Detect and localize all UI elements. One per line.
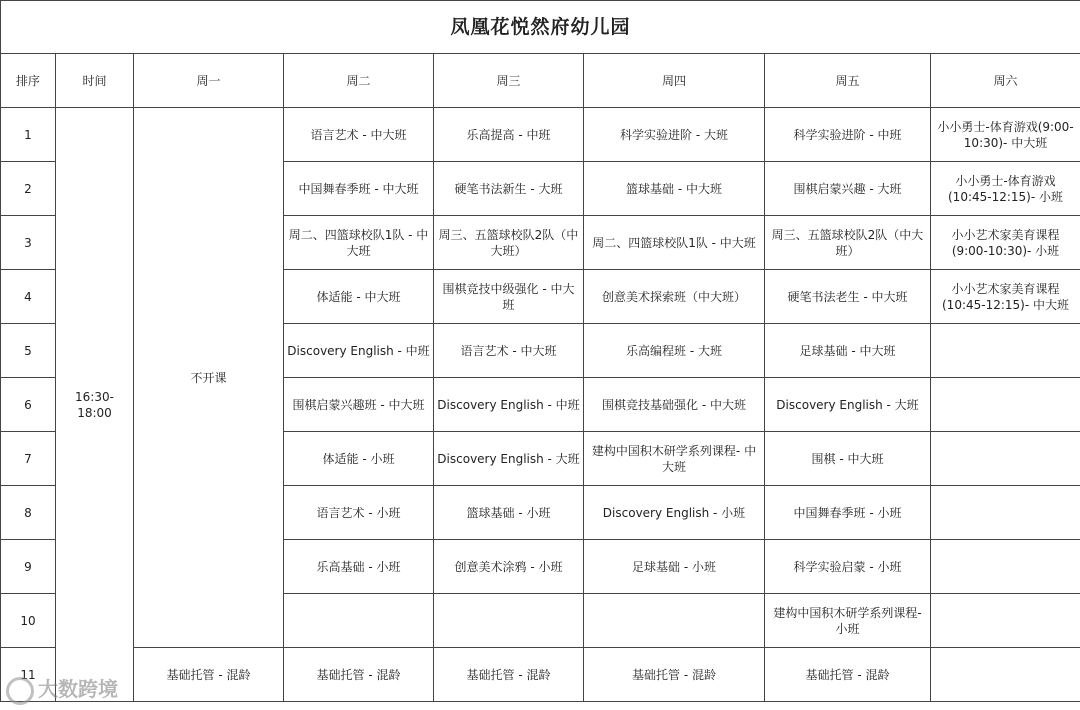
tuesday-cell: 周二、四篮球校队1队 - 中大班 [284,216,434,270]
header-tuesday: 周二 [284,54,434,108]
wednesday-cell: 硬笔书法新生 - 大班 [434,162,584,216]
thursday-cell: 基础托管 - 混龄 [584,648,765,702]
saturday-cell: 小小艺术家美育课程(10:45-12:15)- 中大班 [931,270,1080,324]
tuesday-cell: 体适能 - 小班 [284,432,434,486]
friday-cell: 中国舞春季班 - 小班 [765,486,931,540]
saturday-cell: 小小艺术家美育课程(9:00-10:30)- 小班 [931,216,1080,270]
friday-cell: 科学实验启蒙 - 小班 [765,540,931,594]
row-index: 2 [1,162,56,216]
watermark-text: 大数跨境 [38,677,118,701]
friday-cell: 科学实验进阶 - 中班 [765,108,931,162]
wednesday-cell: 周三、五篮球校队2队（中大班） [434,216,584,270]
thursday-cell: 篮球基础 - 中大班 [584,162,765,216]
thursday-cell: 建构中国积木研学系列课程- 中大班 [584,432,765,486]
row-index: 11 [1,648,56,702]
thursday-cell: 周二、四篮球校队1队 - 中大班 [584,216,765,270]
saturday-cell [931,648,1080,702]
thursday-cell: Discovery English - 小班 [584,486,765,540]
saturday-cell [931,594,1080,648]
thursday-cell [584,594,765,648]
tuesday-cell: 围棋启蒙兴趣班 - 中大班 [284,378,434,432]
row-index: 8 [1,486,56,540]
tuesday-cell: Discovery English - 中班 [284,324,434,378]
row-index: 5 [1,324,56,378]
thursday-cell: 创意美术探索班（中大班） [584,270,765,324]
friday-cell: 基础托管 - 混龄 [765,648,931,702]
friday-cell: 围棋启蒙兴趣 - 大班 [765,162,931,216]
tuesday-cell: 中国舞春季班 - 中大班 [284,162,434,216]
monday-closed-cell: 不开课 [134,108,284,648]
wednesday-cell [434,594,584,648]
saturday-cell: 小小勇士-体育游戏(10:45-12:15)- 小班 [931,162,1080,216]
row-index: 10 [1,594,56,648]
monday-cell: 基础托管 - 混龄 [134,648,284,702]
table-row [1,648,1080,702]
header-thursday: 周四 [584,54,765,108]
wednesday-cell: 围棋竞技中级强化 - 中大班 [434,270,584,324]
tuesday-cell: 乐高基础 - 小班 [284,540,434,594]
friday-cell: 足球基础 - 中大班 [765,324,931,378]
saturday-cell: 小小勇士-体育游戏(9:00-10:30)- 中大班 [931,108,1080,162]
wednesday-cell: 创意美术涂鸦 - 小班 [434,540,584,594]
row-index: 6 [1,378,56,432]
friday-cell: Discovery English - 大班 [765,378,931,432]
header-wednesday: 周三 [434,54,584,108]
saturday-cell [931,432,1080,486]
time-cell: 16:30-18:00 [56,108,134,702]
header-row [1,54,1080,108]
header-order: 排序 [1,54,56,108]
tuesday-cell: 语言艺术 - 小班 [284,486,434,540]
table-row [1,108,1080,162]
thursday-cell: 科学实验进阶 - 大班 [584,108,765,162]
page-title: 凤凰花悦然府幼儿园 [1,1,1080,54]
tuesday-cell: 体适能 - 中大班 [284,270,434,324]
wednesday-cell: 乐高提高 - 中班 [434,108,584,162]
wednesday-cell: 语言艺术 - 中大班 [434,324,584,378]
wednesday-cell: Discovery English - 中班 [434,378,584,432]
thursday-cell: 足球基础 - 小班 [584,540,765,594]
saturday-cell [931,324,1080,378]
row-index: 9 [1,540,56,594]
header-time: 时间 [56,54,134,108]
row-index: 3 [1,216,56,270]
saturday-cell [931,378,1080,432]
header-saturday: 周六 [931,54,1080,108]
row-index: 4 [1,270,56,324]
friday-cell: 建构中国积木研学系列课程-小班 [765,594,931,648]
saturday-cell [931,486,1080,540]
tuesday-cell [284,594,434,648]
friday-cell: 周三、五篮球校队2队（中大班） [765,216,931,270]
wednesday-cell: 基础托管 - 混龄 [434,648,584,702]
wednesday-cell: 篮球基础 - 小班 [434,486,584,540]
thursday-cell: 围棋竞技基础强化 - 中大班 [584,378,765,432]
tuesday-cell: 基础托管 - 混龄 [284,648,434,702]
thursday-cell: 乐高编程班 - 大班 [584,324,765,378]
header-friday: 周五 [765,54,931,108]
row-index: 7 [1,432,56,486]
wednesday-cell: Discovery English - 大班 [434,432,584,486]
friday-cell: 硬笔书法老生 - 中大班 [765,270,931,324]
row-index: 1 [1,108,56,162]
header-monday: 周一 [134,54,284,108]
tuesday-cell: 语言艺术 - 中大班 [284,108,434,162]
saturday-cell [931,540,1080,594]
friday-cell: 围棋 - 中大班 [765,432,931,486]
